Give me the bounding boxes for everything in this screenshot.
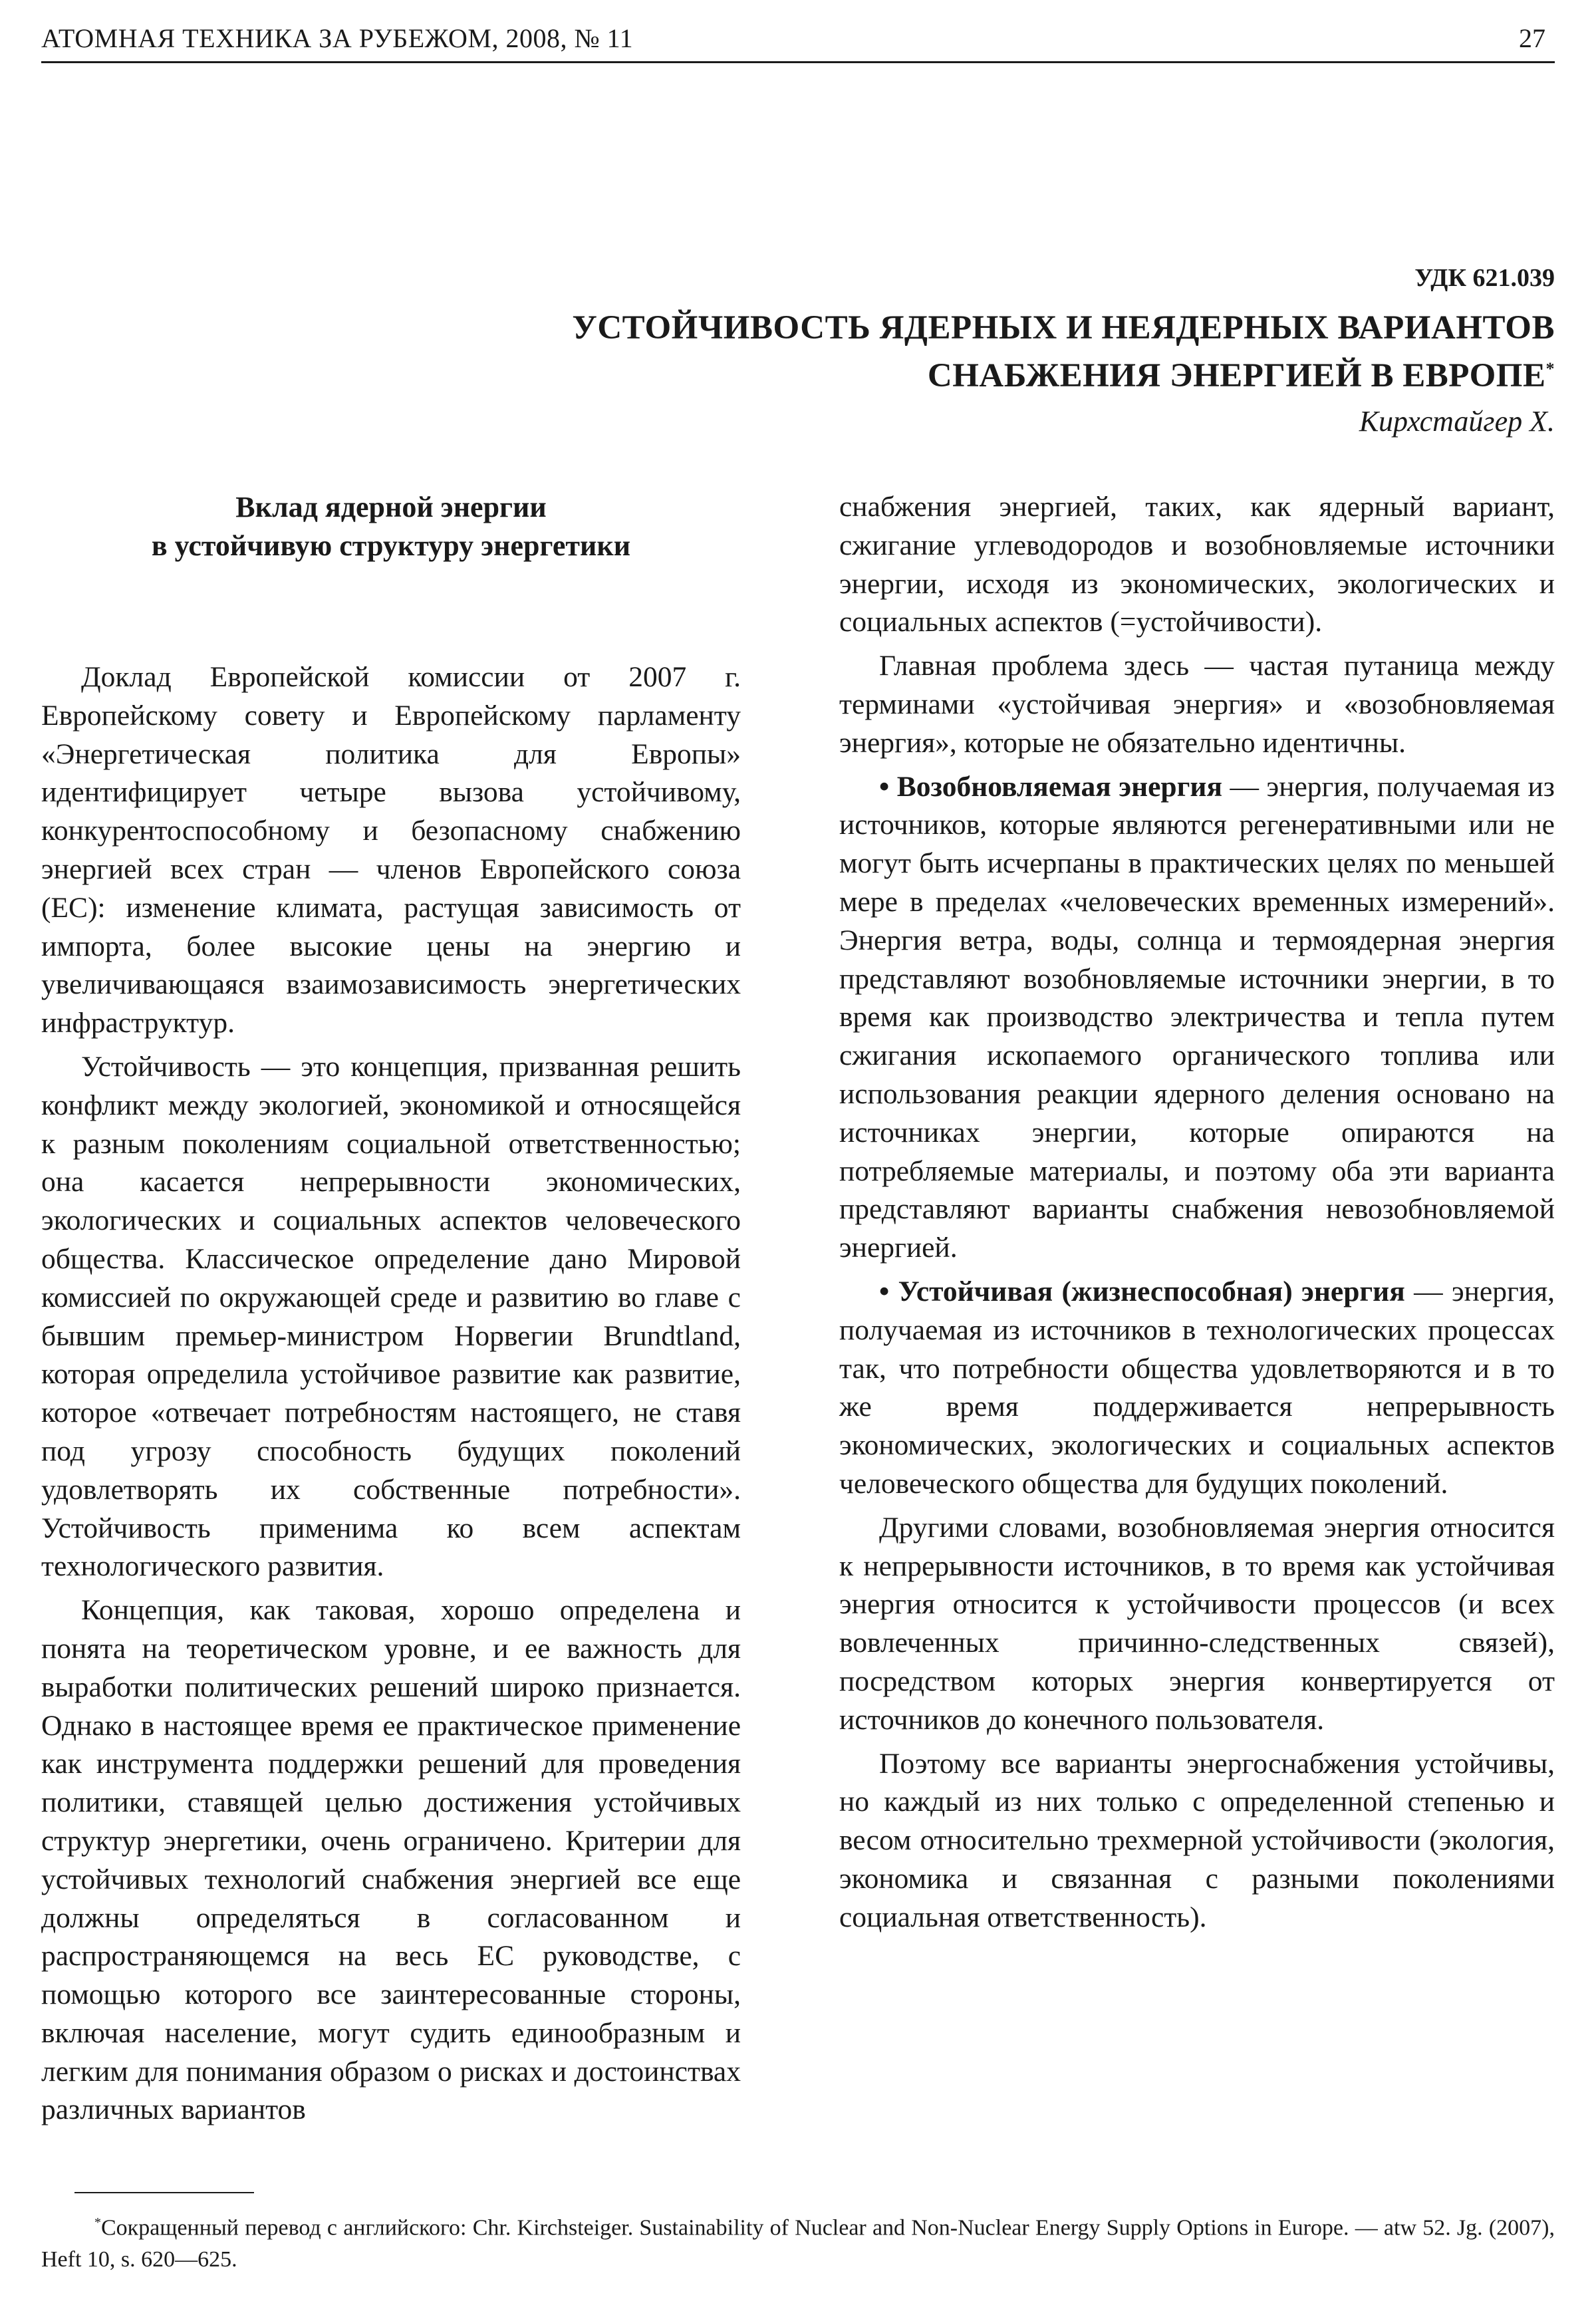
section-title xyxy=(41,488,741,565)
bullet-term: • Возобновляемая энергия xyxy=(879,770,1222,803)
bullet-sustainable-energy xyxy=(839,1273,1555,1504)
section-title-line-1: Вклад ядерной энергии xyxy=(235,491,547,523)
paragraph: Доклад Европейской комиссии от 2007 г. Европейскому совету и Европейскому парламенту «Энергетическая политика для Европы» идентифицирует четыре вызова устойчивому, конкурентоспособному и безопасному снабжению энергией всех стран — членов Европейского союза (ЕС): изменение климата, растущая зависимость от импорта, более высокие цены на энергию и увеличивающаяся взаимозависимость энергетических инфраструктур. xyxy=(41,661,741,1039)
running-header xyxy=(41,15,1555,63)
footnote xyxy=(41,2207,1555,2276)
footnote-text: Сокращенный перевод с английского: Chr. Kirchsteiger. Sustainability of Nuclear and Non-Nuclear Energy Supply Options in Europe. — atw 52. Jg. (2007), Heft 10, s. 620—625. xyxy=(41,2215,1555,2272)
footnote-mark: * xyxy=(94,2215,101,2230)
bullet-renewable-energy xyxy=(839,768,1555,1268)
article-title xyxy=(358,307,1555,396)
article-title-line-2 xyxy=(358,348,1555,396)
paragraph: Концепция, как таковая, хорошо определена и понята на теоретическом уровне, и ее важность для выработки политических решений широко признается. Однако в настоящее время ее практическое применение как инструмента поддержки решений для проведения политики, ставящей целью достижения устойчивых структур энергетики, очень ограничено. Критерии для устойчивых технологий снабжения энергией все еще должны определяться в согласованном и распространяющемся на весь ЕС руководстве, с помощью которого все заинтересованные стороны, включая население, могут судить единообразным и легким для понимания образом о рисках и достоинствах различных вариантов xyxy=(41,1594,741,2126)
paragraph: Другими словами, возобновляемая энергия относится к непрерывности источников, в то время как устойчивая энергия относится к устойчивости процессов (и всех вовлеченных причинно-следственных связей), посредством которых энергия конвертируется от источников до конечного пользователя. xyxy=(839,1511,1555,1736)
article-title-line-2-text: СНАБЖЕНИЯ ЭНЕРГИЕЙ В ЕВРОПЕ xyxy=(927,357,1546,394)
author: Кирхстайгер Х. xyxy=(1359,405,1555,438)
bullet-text: — энергия, получаемая из источников, которые являются регенеративными или не могут быть исчерпаны в практических целях по меньшей мере в пределах «человеческих временных измерений». Энергия ветра, воды, солнца и термоядерная энергия представляют возобновляемые источники энергии, в то время как производство электричества и тепла путем сжигания ископаемого органического топлива или использования реакции ядерного деления основано на источниках энергии, которые опираются на потребляемые материалы, и поэтому оба эти варианта представляют варианты снабжения невозобновляемой энергией. xyxy=(839,770,1555,1264)
bullet-term: • Устойчивая (жизнеспособная) энергия xyxy=(879,1275,1405,1307)
paragraph: снабжения энергией, таких, как ядерный вариант, сжигание углеводородов и возобновляемые источники энергии, исходя из экономических, экологических и социальных аспектов (=устойчивости). xyxy=(839,491,1555,638)
bullet-text: — энергия, получаемая из источников в технологических процессах так, что потребности общества удовлетворяются и в то же время поддерживается непрерывность экономических, экологических и социальных аспектов человеческого общества для будущих поколений. xyxy=(839,1275,1555,1500)
footnote-divider xyxy=(74,2192,254,2193)
title-footnote-mark: * xyxy=(1545,359,1555,378)
left-column xyxy=(41,488,741,2129)
paragraph: Главная проблема здесь — частая путаница между терминами «устойчивая энергия» и «возобновляемая энергия», которые не обязательно идентичны. xyxy=(839,650,1555,759)
paragraph: Поэтому все варианты энергоснабжения устойчивы, но каждый из них только с определенной степенью и весом относительно трехмерной устойчивости (экология, экономика и связанная с разными поколениями социальная ответственность). xyxy=(839,1747,1555,1933)
page-number: 27 xyxy=(1519,23,1545,53)
right-column xyxy=(839,488,1555,1937)
paragraph: Устойчивость — это концепция, призванная решить конфликт между экологией, экономикой и относящейся к разным поколениям социальной ответственностью; она касается непрерывности экономических, экологических и социальных аспектов человеческого общества. Классическое определение дано Мировой комиссией по окружающей среде и развитию во главе с бывшим премьер-министром Норвегии Brundtland, которая определила устойчивое развитие как развитие, которое «отвечает потребностям настоящего, не ставя под угрозу способность будущих поколений удовлетворять их собственные потребности». Устойчивость применима ко всем аспектам технологического развития. xyxy=(41,1050,741,1583)
udc-code: УДК 621.039 xyxy=(1414,264,1555,292)
running-title: АТОМНАЯ ТЕХНИКА ЗА РУБЕЖОМ, 2008, № 11 xyxy=(41,23,634,53)
section-title-line-2: в устойчивую структуру энергетики xyxy=(151,529,631,562)
article-title-line-1: УСТОЙЧИВОСТЬ ЯДЕРНЫХ И НЕЯДЕРНЫХ ВАРИАНТОВ xyxy=(572,309,1555,346)
